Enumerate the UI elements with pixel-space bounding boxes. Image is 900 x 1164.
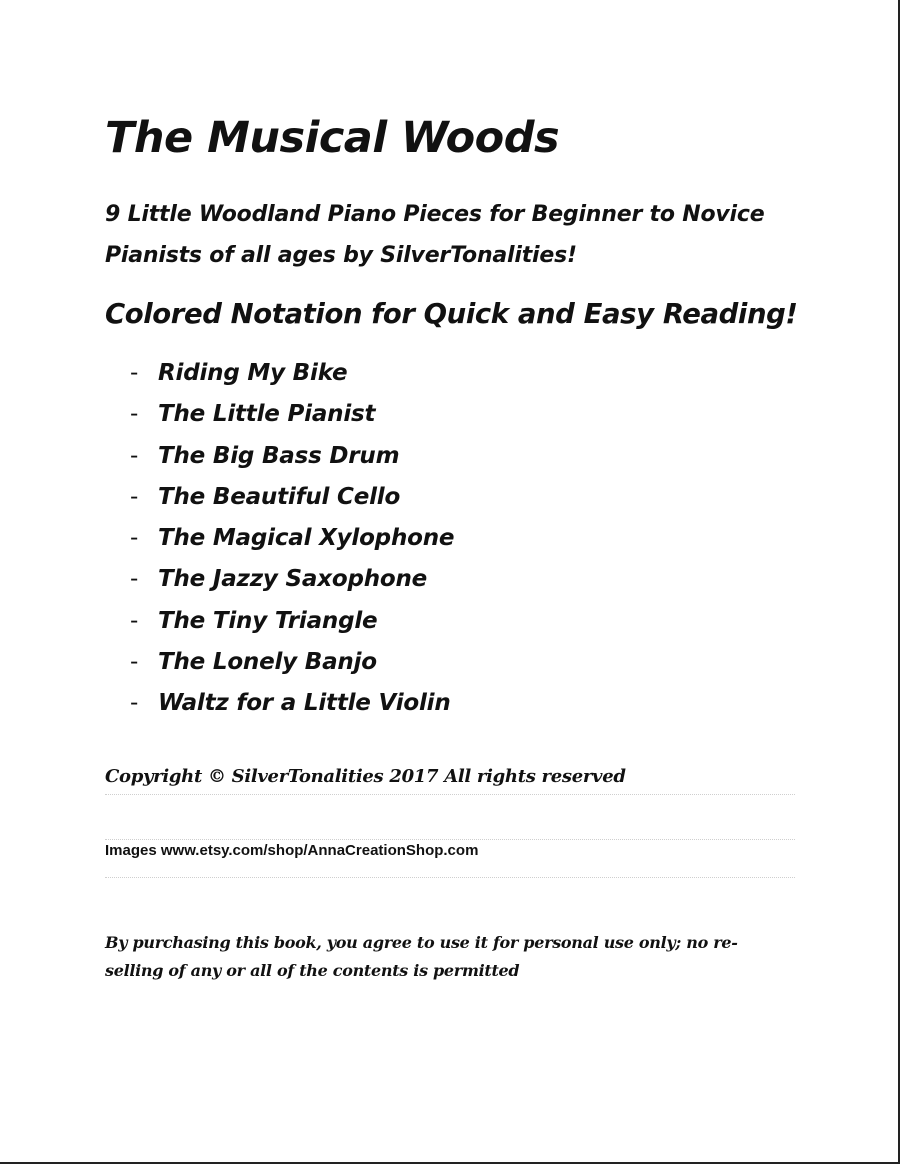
piece-title: The Lonely Banjo xyxy=(158,649,377,676)
images-credit: Images www.etsy.com/shop/AnnaCreationShop.com xyxy=(105,842,479,859)
tagline: Colored Notation for Quick and Easy Reading! xyxy=(105,298,798,330)
page-title: The Musical Woods xyxy=(105,113,560,163)
piece-title: Waltz for a Little Violin xyxy=(158,690,451,717)
bullet-dash: - xyxy=(130,483,139,510)
bullet-dash: - xyxy=(130,607,139,634)
piece-title: The Jazzy Saxophone xyxy=(158,566,428,593)
bullet-dash: - xyxy=(130,566,139,593)
list-item xyxy=(130,642,454,683)
piece-title: The Tiny Triangle xyxy=(158,607,378,634)
list-item xyxy=(130,601,454,642)
piece-title: The Beautiful Cello xyxy=(158,483,401,510)
piece-title: Riding My Bike xyxy=(158,360,348,386)
list-item xyxy=(130,394,454,435)
divider xyxy=(105,877,795,878)
usage-notice-line-2: selling of any or all of the contents is permitted xyxy=(105,961,520,980)
bullet-dash: - xyxy=(130,442,139,469)
usage-notice xyxy=(105,929,805,985)
list-item xyxy=(130,353,454,394)
piece-title: The Big Bass Drum xyxy=(158,442,400,469)
piece-title: The Magical Xylophone xyxy=(158,525,455,552)
piece-title: The Little Pianist xyxy=(158,401,376,428)
bullet-dash: - xyxy=(130,690,139,717)
divider xyxy=(105,839,795,840)
piece-list xyxy=(130,353,454,725)
subtitle-line-2: Pianists of all ages by SilverTonalities! xyxy=(105,243,577,268)
list-item xyxy=(130,477,454,518)
divider xyxy=(105,794,795,795)
list-item xyxy=(130,518,454,559)
list-item xyxy=(130,683,454,724)
bullet-dash: - xyxy=(130,360,139,386)
subtitle xyxy=(105,194,805,276)
copyright-notice: Copyright © SilverTonalities 2017 All rights reserved xyxy=(105,766,626,787)
bullet-dash: - xyxy=(130,525,139,552)
bullet-dash: - xyxy=(130,401,139,428)
bullet-dash: - xyxy=(130,649,139,676)
list-item xyxy=(130,559,454,600)
usage-notice-line-1: By purchasing this book, you agree to use it for personal use only; no re- xyxy=(105,933,738,952)
subtitle-line-1: 9 Little Woodland Piano Pieces for Beginner to Novice xyxy=(105,202,765,227)
list-item xyxy=(130,436,454,477)
